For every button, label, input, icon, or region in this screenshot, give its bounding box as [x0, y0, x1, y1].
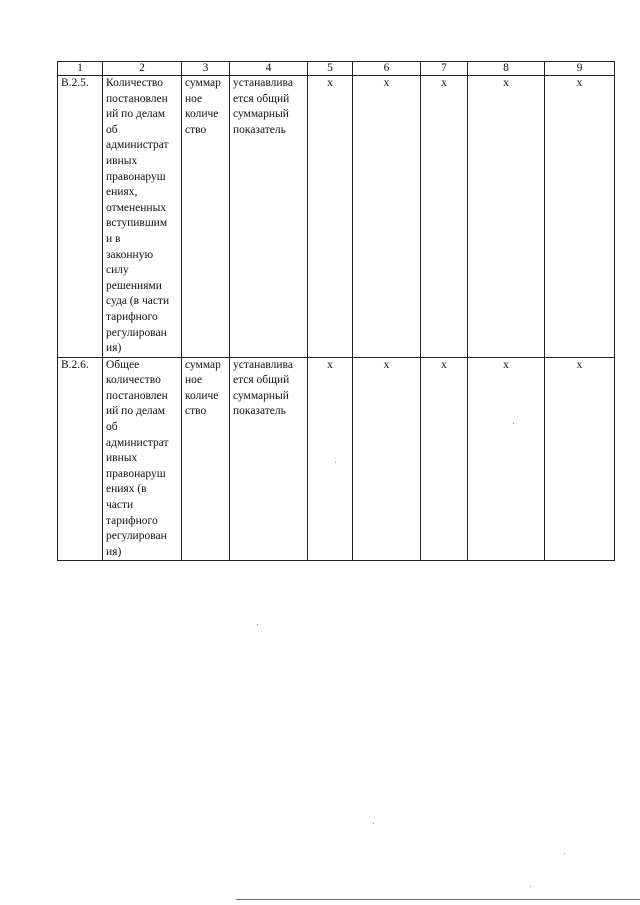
cell-col-5: х	[308, 357, 353, 561]
table-row	[58, 357, 615, 561]
col-header-8: 8	[468, 62, 545, 76]
unit-of-measure: суммар ное количе ство	[182, 357, 230, 561]
calculation-method: устанавлива ется общий суммарный показатель	[230, 76, 308, 358]
cell-col-8: х	[468, 76, 545, 358]
scan-speck	[513, 423, 514, 424]
col-header-4: 4	[230, 62, 308, 76]
scan-speck	[335, 462, 336, 463]
col-header-9: 9	[545, 62, 615, 76]
cell-col-5: х	[308, 76, 353, 358]
unit-of-measure: суммар ное количе ство	[182, 76, 230, 358]
scan-speck	[564, 853, 565, 854]
cell-col-9: х	[545, 357, 615, 561]
cell-col-8: х	[468, 357, 545, 561]
row-number: В.2.6.	[58, 357, 103, 561]
cell-col-9: х	[545, 76, 615, 358]
indicators-table	[57, 61, 615, 561]
scan-speck	[257, 624, 258, 625]
indicator-name: Общее количество постановлен ий по делам об администрат ивных правонаруш ениях (в части тарифного регулирован ия)	[103, 357, 182, 561]
col-header-2: 2	[103, 62, 182, 76]
col-header-1: 1	[58, 62, 103, 76]
calculation-method: устанавлива ется общий суммарный показатель	[230, 357, 308, 561]
scan-speck	[373, 823, 374, 824]
cell-col-7: х	[421, 76, 468, 358]
header-row	[58, 62, 615, 76]
col-header-3: 3	[182, 62, 230, 76]
table-row	[58, 76, 615, 358]
scan-speck	[530, 886, 531, 887]
row-number: В.2.5.	[58, 76, 103, 358]
indicator-name: Количество постановлен ий по делам об администрат ивных правонаруш ениях, отмененных вступившим и в законную силу решениями суда (в части тарифного регулирован ия)	[103, 76, 182, 358]
page-bottom-edge	[236, 899, 640, 900]
cell-col-6: х	[353, 357, 421, 561]
cell-col-6: х	[353, 76, 421, 358]
col-header-6: 6	[353, 62, 421, 76]
cell-col-7: х	[421, 357, 468, 561]
col-header-5: 5	[308, 62, 353, 76]
col-header-7: 7	[421, 62, 468, 76]
